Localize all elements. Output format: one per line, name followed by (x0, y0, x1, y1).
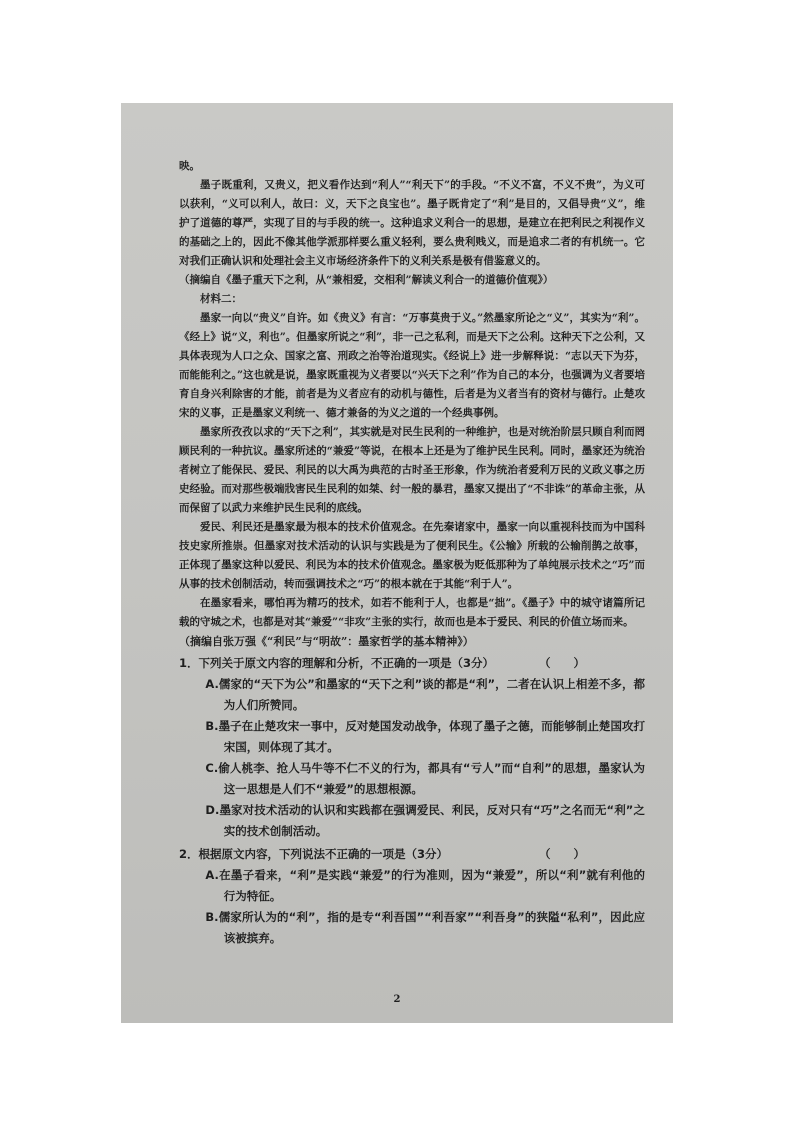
option-a: A.在墨子看来，“利”是实践“兼爱”的行为准则，因为“兼爱”，所以“利”就有利他的行为特征。 (205, 868, 645, 903)
paragraph: 爱民、利民还是墨家最为根本的技术价值观念。在先秦诸家中，墨家一向以重视科技而为中国科技史家所推崇。但墨家对技术活动的认识与实践是为了便利民生。《公输》所载的公输削鹊之故事，正体现了墨家这种以爱民、利民为本的技术价值观念。墨家极为贬低那种为了单纯展示技术之“巧”而从事的技术创制活动，转而强调技术之“巧”的根本就在于其能“利于人”。 (179, 521, 645, 590)
page-content (179, 157, 645, 949)
paragraph: 墨家一向以“贵义”自许。如《贵义》有言：“万事莫贵于义。”然墨家所论之“义”，其实为“利”。《经上》说“义，利也”。但墨家所说之“利”，非一己之私利，而是天下之公利。这种天下之公利，又具体表现为人口之众、国家之富、刑政之治等治道现实。《经说上》进一步解释说：“志以天下为芬，而能能利之。”这也就是说，墨家既重视为义者要以“兴天下之利”作为自己的本分，也强调为义者要培育自身兴利除害的才能，前者是为义者应有的动机与德性，后者是为义者当有的资材与德行。止楚攻宋的义事，正是墨家义利统一、德才兼备的为义之道的一个经典事例。 (179, 312, 645, 419)
page-number: 2 (393, 994, 401, 1005)
question-stem (179, 653, 645, 674)
answer-blank: （ ） (539, 656, 585, 670)
question-2 (179, 844, 645, 949)
option-d: D.墨家对技术活动的认识和实践都在强调爱民、利民，反对只有“巧”之名而无“利”之实的技术创制活动。 (205, 803, 645, 838)
option-a: A.儒家的“天下为公”和墨家的“天下之利”谈的都是“利”，二者在认识上相差不多，都为人们所赞同。 (205, 677, 645, 712)
material-heading: 材料二： (200, 293, 242, 305)
option-b: B.儒家所认为的“利”，指的是专“利吾国”“利吾家”“利吾身”的狭隘“私利”，因此应该被摈弃。 (205, 910, 645, 945)
answer-blank: （ ） (539, 847, 585, 861)
source-citation: （摘编自《墨子重天下之利，从“兼相爱，交相利”解读义利合一的道德价值观》） (179, 274, 554, 286)
option-c: C.偷人桃李、抢人马牛等不仁不义的行为，都具有“亏人”而“自利”的思想，墨家认为这一思想是人们不“兼爱”的思想根源。 (205, 761, 645, 796)
question-1 (179, 653, 645, 842)
option-b: B.墨子在止楚攻宋一事中，反对楚国发动战争，体现了墨子之德，而能够制止楚国攻打宋国，则体现了其才。 (205, 719, 645, 754)
paragraph: 在墨家看来，哪怕再为精巧的技术，如若不能利于人，也都是“拙”。《墨子》中的城守诸篇所记载的守城之术，也都是对其“兼爱”“非攻”主张的实行，故而也是本于爱民、利民的价值立场而来。 (179, 597, 645, 628)
scanned-exam-page (121, 103, 673, 1023)
question-text: 1．下列关于原文内容的理解和分析，不正确的一项是（3分） (179, 656, 495, 670)
paragraph: 墨子既重利，又贵义，把义看作达到“利人”“利天下”的手段。“不义不富，不义不贵”，为义可以获利，“义可以利人，故曰：义，天下之良宝也”。墨子既肯定了“利”是目的，又倡导贵“义”，维护了道德的尊严，实现了目的与手段的统一。这种追求义利合一的思想，是建立在把利民之利视作义的基础之上的，因此不像其他学派那样要么重义轻利，要么贵利贱义，而是追求二者的有机统一。它对我们正确认识和处理社会主义市场经济条件下的义利关系是极有借鉴意义的。 (179, 179, 645, 267)
paragraph: 映。 (179, 160, 200, 172)
question-stem (179, 844, 645, 865)
question-text: 2．根据原文内容，下列说法不正确的一项是（3分） (179, 847, 449, 861)
paragraph: 墨家所孜孜以求的“天下之利”，其实就是对民生民利的一种维护，也是对统治阶层只顾自利而罔顾民利的一种抗议。墨家所述的“兼爱”等说，在根本上还是为了维护民生民利。同时，墨家还为统治者树立了能保民、爱民、利民的以大禹为典范的古时圣王形象，作为统治者爱利万民的义政义事之历史经验。而对那些极端戕害民生民利的如桀、纣一般的暴君，墨家又提出了“不非诛”的革命主张，从而保留了以武力来维护民生民利的底线。 (179, 426, 645, 514)
source-citation: （摘编自张万强《“利民”与“明故”：墨家哲学的基本精神》） (179, 635, 474, 648)
